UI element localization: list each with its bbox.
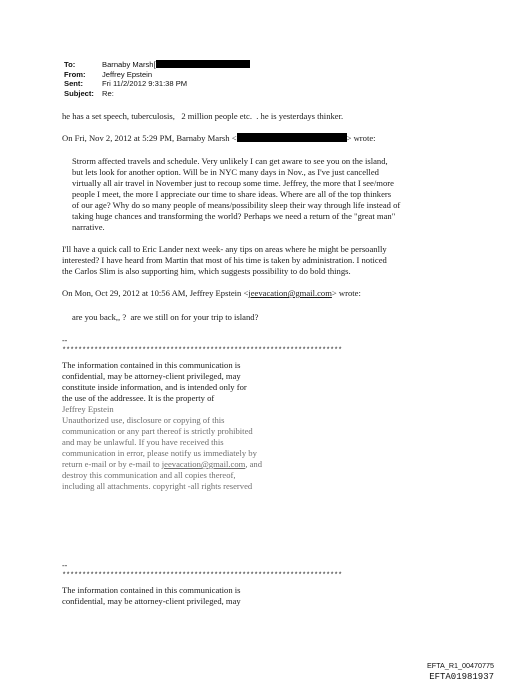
disclaimer-line: the use of the addressee. It is the property of: [62, 393, 215, 403]
quote2-intro: [62, 288, 361, 299]
disclaimer-gray-line: and may be unlawful. If you have received this: [62, 437, 224, 447]
bates-number-secondary: EFTA01981937: [429, 672, 494, 682]
from-label: From:: [64, 69, 86, 79]
disclaimer-email-suffix: , and: [245, 459, 263, 469]
disclaimer-gray-line: Jeffrey Epstein: [62, 404, 114, 414]
signature-separator: --: [62, 336, 68, 345]
bates-number-primary: EFTA_R1_00470775: [427, 661, 494, 670]
header-subject-row: [64, 89, 250, 99]
sent-value: Fri 11/2/2012 9:31:38 PM: [102, 79, 188, 88]
disclaimer-gray-line: Unauthorized use, disclosure or copying of this: [62, 415, 225, 425]
quote2-intro-prefix: On Mon, Oct 29, 2012 at 10:56 AM, Jeffrey Epstein <: [62, 288, 249, 298]
quote1-line: Strorm affected travels and schedule. Very unlikely I can get aware to see you on the island,: [72, 156, 388, 166]
quote1-p2-line: interested? I have heard from Martin that most of his time is taken by administration. I noticed: [62, 255, 387, 265]
quote1-intro-suffix: > wrote:: [346, 133, 376, 143]
disclaimer2-line: confidential, may be attorney-client privileged, may: [62, 596, 241, 606]
quote1-line: but lets look for another option. Will be in NYC many days in Nov., as I've just cancelled: [72, 167, 379, 177]
to-label: To:: [64, 60, 76, 69]
subject-label: Subject:: [64, 88, 94, 98]
header-sent-row: [64, 79, 250, 89]
sent-label: Sent:: [64, 79, 83, 88]
asterisk-divider: **********************************************************************: [62, 572, 343, 580]
quote1-p2-line: the Carlos Slim is also supporting him, which suggests possibility to do bold things.: [62, 266, 351, 276]
quote1-intro-prefix: On Fri, Nov 2, 2012 at 5:29 PM, Barnaby Marsh <: [62, 133, 237, 143]
disclaimer-gray-line: communication or any part thereof is strictly prohibited: [62, 426, 253, 436]
quote1-line: of our age? Why do so many people of means/possibility sleep their way through life instead of: [72, 200, 401, 210]
quote1-line: narrative.: [72, 222, 105, 232]
disclaimer-line: The information contained in this communication is: [62, 360, 241, 370]
redaction-box: [237, 133, 347, 142]
disclaimer-line: confidential, may be attorney-client privileged, may: [62, 371, 241, 381]
disclaimer-email-link[interactable]: jeevacation@gmail.com: [161, 459, 246, 469]
email-header: [64, 60, 250, 98]
quote1-line: people I meet, the more I appreciate our time to share ideas. Where are all of the top thinkers: [72, 189, 392, 199]
disclaimer-gray-line: communication in error, please notify us immediately by: [62, 448, 257, 458]
quote2-email-link[interactable]: jeevacation@gmail.com: [248, 288, 332, 298]
redaction-box: [156, 60, 250, 68]
header-from-row: [64, 70, 250, 80]
disclaimer-email-prefix: return e-mail or by e-mail to: [62, 459, 162, 469]
reply-line: he has a set speech, tuberculosis, 2 million people etc. . he is yesterdays thinker.: [62, 111, 344, 121]
disclaimer-gray-line: destroy this communication and all copies thereof,: [62, 470, 236, 480]
disclaimer-gray-line: including all attachments. copyright -all rights reserved: [62, 481, 253, 491]
quote2-intro-suffix: > wrote:: [331, 288, 361, 298]
quote1-line: virtually all air travel in November just to recoup some time. Jeffrey, the more that I see/more: [72, 178, 394, 188]
quote1-p2-line: I'll have a quick call to Eric Lander next week- any tips on areas where he might be persoanlly: [62, 244, 387, 254]
quote2-line: are you back,, ? are we still on for your trip to island?: [72, 312, 259, 322]
signature-separator: --: [62, 561, 68, 570]
subject-value: Re:: [102, 88, 114, 98]
disclaimer-line: constitute inside information, and is intended only for: [62, 382, 247, 392]
from-value: Jeffrey Epstein: [102, 69, 153, 79]
disclaimer-email-line: [62, 459, 262, 470]
to-value: Barnaby Marsh[: [102, 60, 156, 69]
disclaimer2-line: The information contained in this communication is: [62, 585, 241, 595]
quote1-intro: [62, 133, 376, 144]
header-to-row: [64, 60, 250, 70]
asterisk-divider: **********************************************************************: [62, 347, 343, 355]
quote1-line: taking huge chances and transforming the world? Perhaps we need a return of the "great man": [72, 211, 396, 221]
